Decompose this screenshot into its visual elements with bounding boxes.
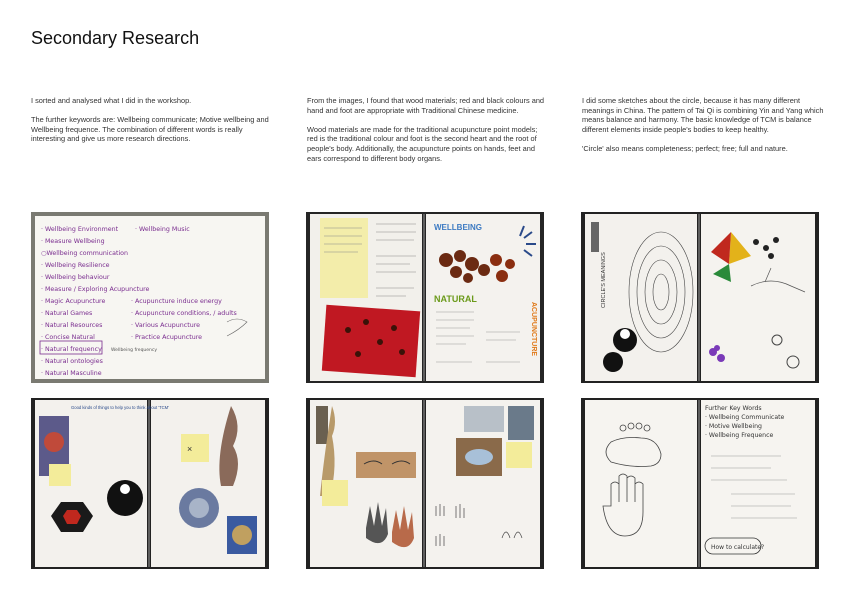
paragraph: I sorted and analysed what I did in the workshop. xyxy=(31,96,192,105)
page-title: Secondary Research xyxy=(31,28,200,48)
photo-tcm-notebook xyxy=(31,398,269,569)
paragraph: From the images, I found that wood materials; red and black colours and hand and foot are appropriate with Traditional Chinese medicine. xyxy=(307,96,545,115)
keyword-note: ○Wellbeing communication xyxy=(41,250,129,257)
bubble-note: How to calculate? xyxy=(711,544,765,551)
paragraph: Wood materials are made for the traditional acupuncture point models; red is the traditional colour and foot is the second heart and the root of people's body. Additionally, the acupuncture points on hands, feet and ears correspond to different body organs. xyxy=(307,124,538,163)
key-word-line: Further Key Words xyxy=(705,405,762,412)
keyword-note: · Measure Wellbeing xyxy=(41,238,105,245)
photo-keyword-sheet xyxy=(31,212,269,383)
keyword-note: · Natural Resources xyxy=(41,322,103,329)
keyword-note: · Natural ontologies xyxy=(41,358,103,365)
text-column-1 xyxy=(31,96,271,154)
notebook-header: Good kinds of things to help you to think about 'TCM' xyxy=(71,405,169,410)
keyword-note: · Natural Games xyxy=(41,310,93,317)
keyword-note: · Wellbeing Music xyxy=(135,226,190,233)
side-note: Wellbeing frequency xyxy=(111,348,158,353)
paragraph: I did some sketches about the circle, because it has many different meanings in China. The pattern of Tai Qi is combining Yin and Yang which means balance and harmony. The basic knowledge of TCM is balance different elements inside people's bodies to keep healthy. xyxy=(582,96,824,134)
key-word-line: · Motive Wellbeing xyxy=(705,423,762,430)
keyword-note: · Wellbeing Environment xyxy=(41,226,119,233)
keyword-note: · Wellbeing behaviour xyxy=(41,274,110,281)
keyword-note: · Natural Masculine xyxy=(41,370,102,377)
keyword-note: · Acupuncture conditions, / adults xyxy=(131,310,237,317)
photo-collage-wellbeing xyxy=(306,212,544,383)
paragraph: The further keywords are: Wellbeing communicate; Motive wellbeing and Wellbeing frequence. The combination of different words is really interesting and give us more research directions. xyxy=(31,115,269,144)
keyword-note: · Measure / Exploring Acupuncture xyxy=(41,286,150,293)
keyword-note: · Natural frequency xyxy=(41,346,102,353)
key-word-line: · Wellbeing Frequence xyxy=(705,432,774,439)
collage-label: WELLBEING xyxy=(434,223,482,232)
tcm-notebook-image xyxy=(31,398,269,569)
keyword-note: · Wellbeing Resilience xyxy=(41,262,110,269)
photo-key-words-sketch xyxy=(581,398,819,569)
text-column-3 xyxy=(582,96,832,163)
keyword-sheet-image xyxy=(31,212,269,383)
keyword-note: · Practice Acupuncture xyxy=(131,334,203,341)
keyword-note: · Magic Acupuncture xyxy=(41,298,106,305)
key-words-image xyxy=(581,398,819,569)
collage-label: ACUPUNCTURE xyxy=(530,302,537,357)
collage-label: NATURAL xyxy=(434,294,477,304)
keyword-note: · Acupuncture induce energy xyxy=(131,298,222,305)
paragraph: 'Circle' also means completeness; perfect; free; full and nature. xyxy=(582,143,788,153)
hands-statues-image xyxy=(306,398,544,569)
keyword-note: · Various Acupuncture xyxy=(131,322,201,329)
key-word-line: · Wellbeing Communicate xyxy=(705,414,785,421)
keyword-note: · Concise Natural xyxy=(41,334,95,341)
photo-circle-sketches xyxy=(581,212,819,383)
collage-image xyxy=(306,212,544,383)
sketch-label: CIRCLE'S MEANINGS xyxy=(601,252,607,308)
svg-text:×: × xyxy=(187,444,193,454)
text-column-2 xyxy=(307,96,547,173)
photo-hands-statues xyxy=(306,398,544,569)
circle-sketch-image xyxy=(581,212,819,383)
